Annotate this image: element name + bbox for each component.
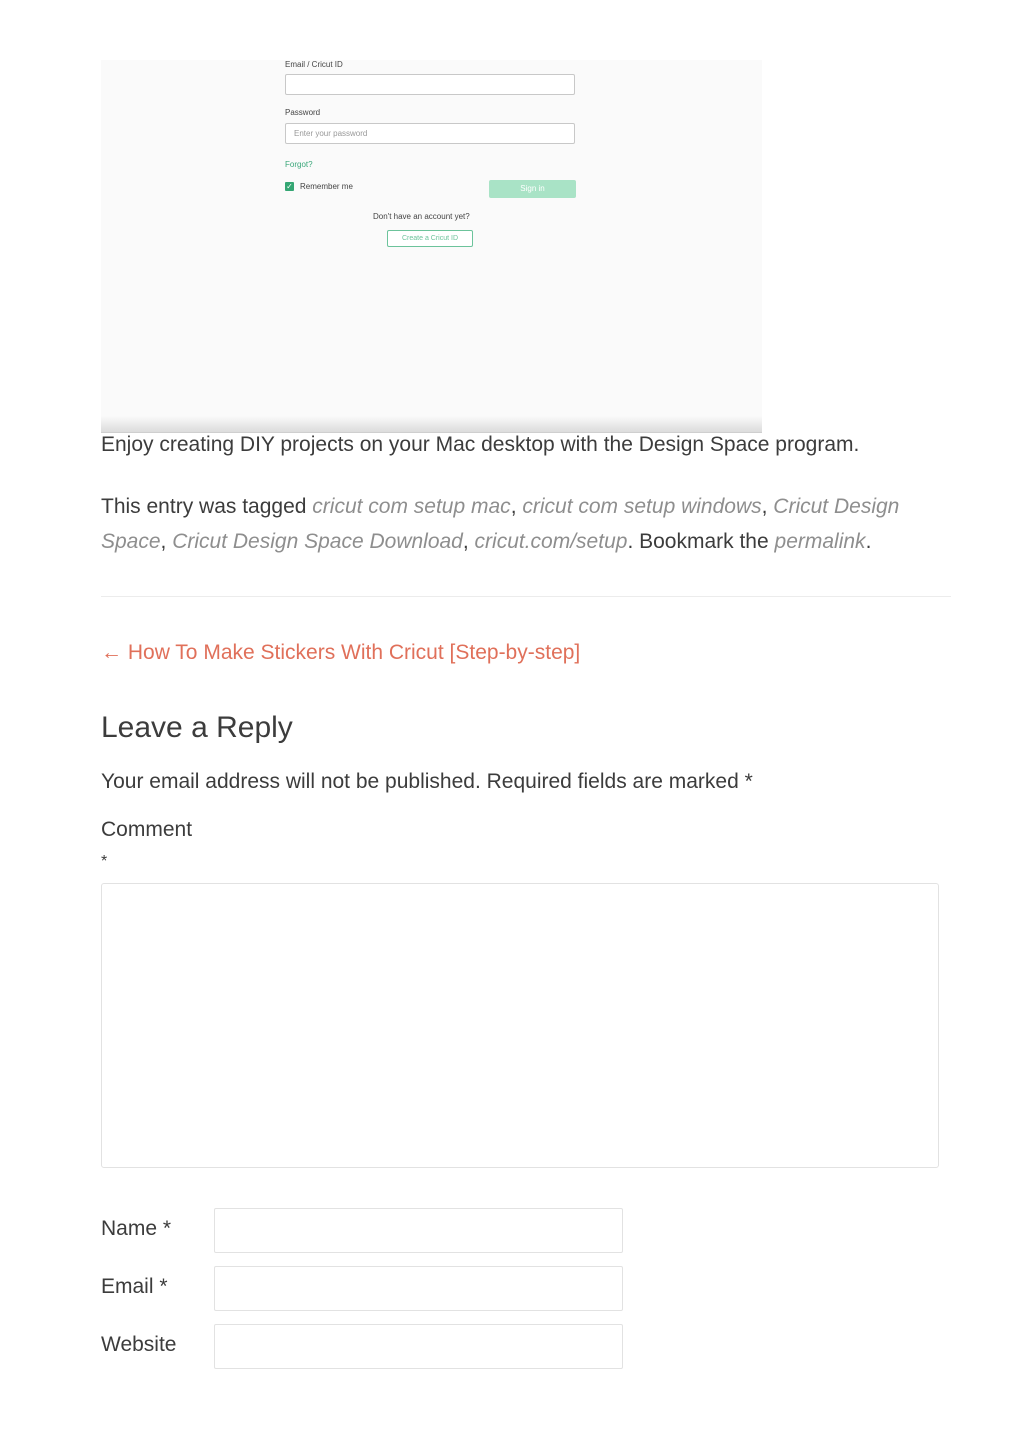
comment-textarea[interactable] bbox=[101, 883, 939, 1168]
comment-notes: Your email address will not be published. Required fields are marked * bbox=[101, 770, 753, 793]
website-label: Website bbox=[101, 1333, 177, 1356]
previous-post-link[interactable] bbox=[101, 638, 580, 668]
screenshot-remember-label: Remember me bbox=[300, 182, 353, 191]
email-input[interactable] bbox=[214, 1266, 623, 1311]
screenshot-remember-checkbox: ✓ bbox=[286, 182, 293, 191]
tag-link-2[interactable]: cricut com setup windows bbox=[522, 495, 762, 518]
screenshot-email-label: Email / Cricut ID bbox=[285, 60, 343, 69]
name-label: Name * bbox=[101, 1217, 172, 1240]
screenshot-forgot-link: Forgot? bbox=[285, 160, 313, 169]
tag-link-4[interactable]: Cricut Design Space Download bbox=[172, 530, 463, 553]
screenshot-password-label: Password bbox=[285, 108, 321, 117]
comment-label: Comment bbox=[101, 818, 193, 841]
screenshot-signin-button: Sign in bbox=[489, 180, 576, 198]
email-label: Email * bbox=[101, 1275, 168, 1298]
screenshot-email-field bbox=[285, 74, 575, 95]
tag-link-3[interactable]: Cricut Design Space bbox=[101, 495, 900, 553]
name-input[interactable] bbox=[214, 1208, 623, 1253]
permalink-link[interactable]: permalink bbox=[774, 530, 866, 553]
reply-title: Leave a Reply bbox=[101, 711, 293, 744]
tag-link-5[interactable]: cricut.com/setup bbox=[474, 530, 628, 553]
tagged-prefix: This entry was tagged bbox=[101, 495, 307, 518]
website-input[interactable] bbox=[214, 1324, 623, 1369]
comment-required-mark: * bbox=[101, 853, 108, 870]
screenshot-password-field: Enter your password bbox=[285, 123, 575, 144]
post-caption: Enjoy creating DIY projects on your Mac desktop with the Design Space program. bbox=[101, 433, 860, 456]
previous-post-label: How To Make Stickers With Cricut [Step-by-step] bbox=[127, 641, 581, 664]
tag-link-1[interactable]: cricut com setup mac bbox=[312, 495, 511, 518]
screenshot-no-account-text: Don't have an account yet? bbox=[373, 212, 470, 221]
section-divider bbox=[101, 596, 951, 597]
left-arrow-icon: ← bbox=[101, 641, 122, 664]
screenshot-create-account-button: Create a Cricut ID bbox=[387, 230, 473, 247]
bookmark-text: Bookmark the bbox=[639, 530, 769, 553]
post-tags-line: This entry was tagged cricut com setup mac, cricut com setup windows, Cricut Design Space, Cricut Design Space Download, cricut.com/setup. Bookmark the permalink. bbox=[101, 495, 900, 553]
login-screenshot-image bbox=[101, 60, 762, 433]
